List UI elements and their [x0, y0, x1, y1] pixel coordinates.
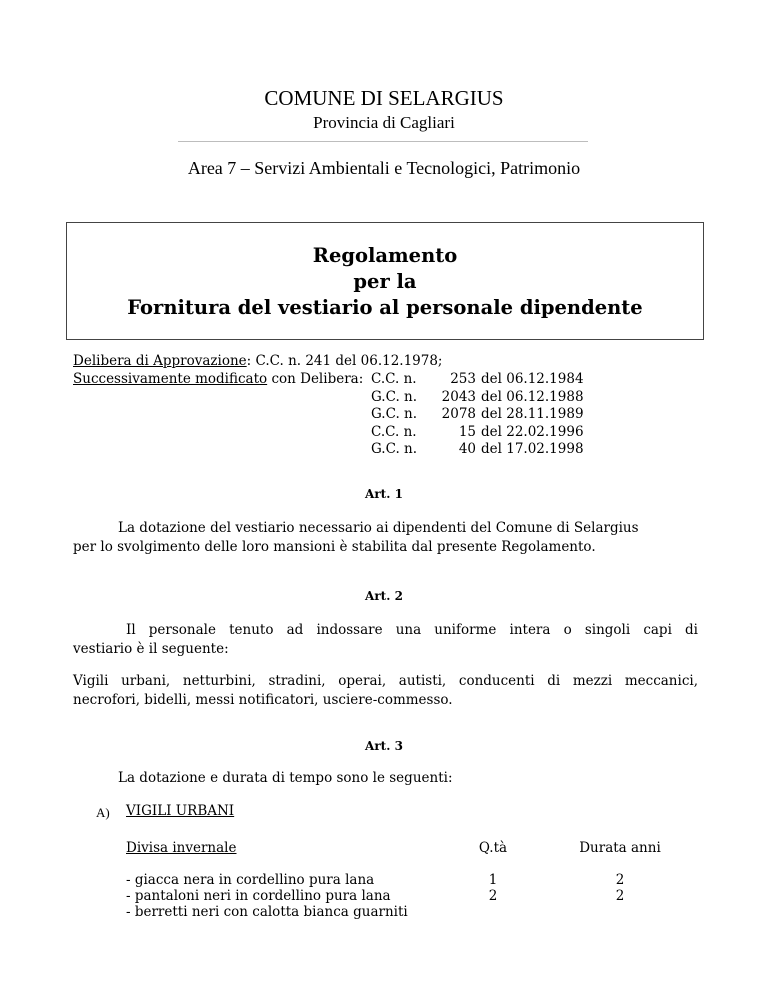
modificato-label: Successivamente modificato — [73, 371, 268, 387]
item-years: 2 — [615, 888, 625, 904]
title-line-3: Fornitura del vestiario al personale dipendente — [127, 296, 643, 319]
item-qty: 2 — [488, 888, 498, 904]
item-name: - berretti neri con calotta bianca guarniti — [126, 904, 408, 920]
art-1-line-1: La dotazione del vestiario necessario ai dipendenti del Comune di Selargius — [118, 520, 639, 536]
delibera-entry-data: del 06.12.1988 — [481, 389, 584, 405]
delibera-entry-data: del 28.11.1989 — [481, 406, 584, 422]
subsection-title: Divisa invernale — [126, 840, 237, 856]
comune-title: COMUNE DI SELARGIUS — [264, 86, 504, 110]
delibera-entry-data: del 22.02.1996 — [481, 424, 584, 440]
delibera-approvazione — [73, 353, 443, 370]
delibera-entry-organo: G.C. n. — [371, 441, 418, 457]
art-2-list-line-1: Vigili urbani, netturbini, stradini, operai, autisti, conducenti di mezzi meccanici, — [73, 673, 698, 689]
item-qty: 1 — [488, 872, 498, 888]
header-divider — [178, 141, 588, 142]
delibera-entry-organo: C.C. n. — [371, 424, 417, 440]
title-line-1: Regolamento — [312, 244, 458, 267]
delibera-entry-organo: G.C. n. — [371, 406, 418, 422]
item-years: 2 — [615, 872, 625, 888]
art-2-line-1: Il personale tenuto ad indossare una uniforme intera o singoli capi di — [126, 622, 698, 638]
modificato-text: con Delibera: — [267, 371, 364, 387]
delibera-entry-organo: G.C. n. — [371, 389, 418, 405]
delibera-entry-data: del 17.02.1998 — [481, 441, 584, 457]
art-1-line-2: per lo svolgimento delle loro mansioni è stabilita dal presente Regolamento. — [73, 539, 596, 555]
approvazione-label: Delibera di Approvazione — [73, 353, 247, 369]
art-1-heading: Art. 1 — [365, 487, 403, 501]
delibera-entry-numero: 253 — [450, 371, 476, 387]
section-title: VIGILI URBANI — [126, 803, 235, 819]
section-marker: A) — [96, 805, 110, 820]
art-2-line-2: vestiario è il seguente: — [73, 641, 229, 657]
approvazione-text: : C.C. n. 241 del 06.12.1978; — [246, 353, 443, 369]
item-name: - pantaloni neri in cordellino pura lana — [126, 888, 391, 904]
delibera-entry-organo: C.C. n. — [371, 371, 417, 387]
delibera-entry-data: del 06.12.1984 — [481, 371, 584, 387]
art-3-heading: Art. 3 — [365, 739, 403, 753]
column-qty: Q.tà — [478, 840, 508, 856]
column-duration: Durata anni — [579, 840, 661, 856]
delibera-entry-numero: 2078 — [441, 406, 476, 422]
delibera-entry-numero: 15 — [458, 424, 476, 440]
area-heading: Area 7 – Servizi Ambientali e Tecnologici, Patrimonio — [187, 158, 581, 178]
art-2-heading: Art. 2 — [365, 589, 403, 603]
delibera-modifiche — [73, 371, 363, 388]
art-2-list-line-2: necrofori, bidelli, messi notificatori, usciere-commesso. — [73, 692, 453, 708]
art-3-intro: La dotazione e durata di tempo sono le seguenti: — [118, 770, 453, 786]
provincia-subtitle: Provincia di Cagliari — [313, 113, 455, 132]
title-line-2: per la — [353, 270, 417, 293]
delibera-entry-numero: 2043 — [441, 389, 476, 405]
item-name: - giacca nera in cordellino pura lana — [126, 872, 375, 888]
delibera-entry-numero: 40 — [458, 441, 476, 457]
